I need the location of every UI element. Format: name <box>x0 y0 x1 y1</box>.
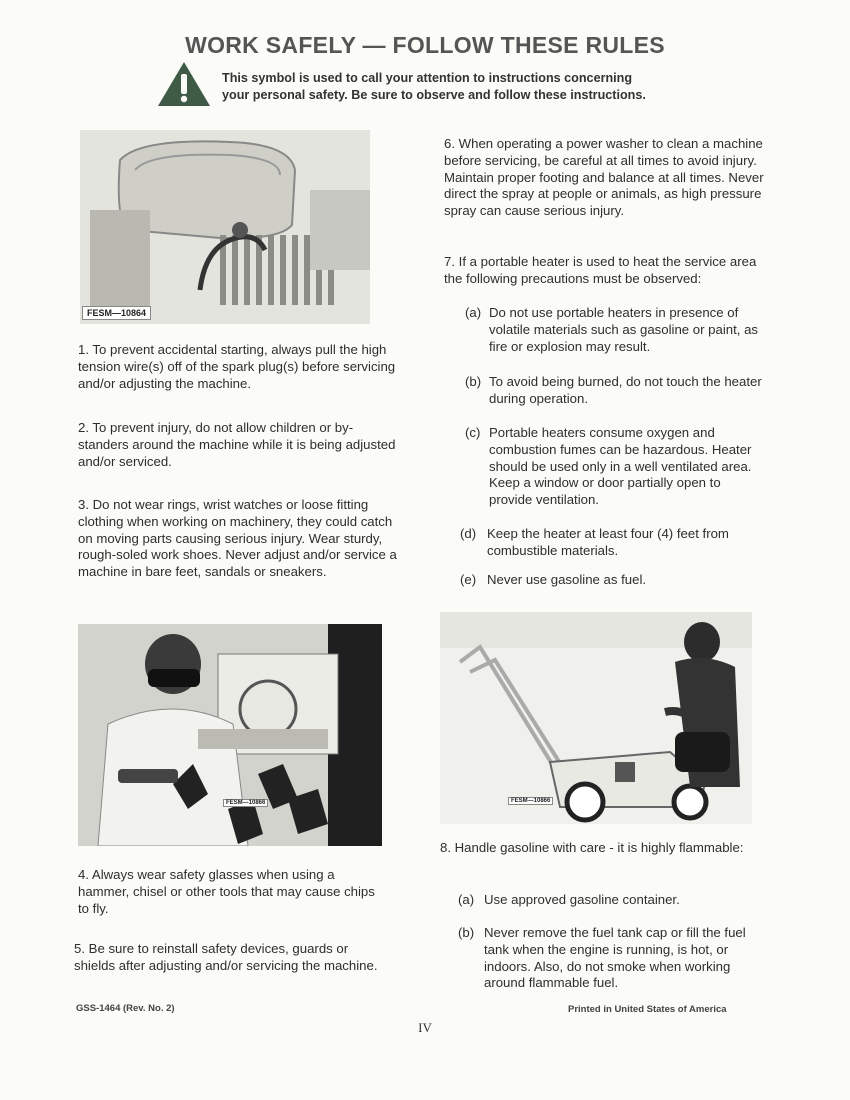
safety-glasses-worker-photo <box>78 624 382 846</box>
item-text: Never use gasoline as fuel. <box>487 572 647 587</box>
rule-1-text: 1. To prevent accidental starting, always pull the high tension wire(s) off of the spark plug(s) before servicing and/or adjusting the machine. <box>78 342 396 391</box>
rule-3-text: 3. Do not wear rings, wrist watches or loose fitting clothing when working on machinery, they could catch on moving parts causing serious injury. Wear sturdy, rough-soled work shoes. Never adjust and/or service a machine in bare feet, sandals or sneakers. <box>78 497 397 580</box>
item-label: (a) <box>465 305 482 320</box>
rule-7-text: 7. If a portable heater is used to heat the service area the following precautions must be observed: <box>444 254 757 286</box>
item-label: (d) <box>460 526 477 541</box>
rule-7d <box>460 526 765 560</box>
rule-7c <box>465 425 765 509</box>
fueling-lawnmower-photo <box>440 612 752 824</box>
item-text: Do not use portable heaters in presence of volatile materials such as gasoline or paint, as fire or explosion may result. <box>489 305 759 354</box>
page-title: WORK SAFELY — FOLLOW THESE RULES <box>185 32 665 58</box>
print-origin: Printed in United States of America <box>568 1004 727 1015</box>
rule-8a <box>458 892 763 909</box>
rule-7b <box>465 374 765 408</box>
figure-label: FESM—10864 <box>82 306 151 320</box>
item-text: To avoid being burned, do not touch the heater during operation. <box>489 374 762 406</box>
document-code: GSS-1464 (Rev. No. 2) <box>76 1003 175 1014</box>
item-text: Never remove the fuel tank cap or fill the fuel tank when the engine is running, is hot, or indoors. Also, do not smoke when working around flammable fuel. <box>484 925 746 991</box>
rule-6-text: 6. When operating a power washer to clean a machine before servicing, be careful at all times to avoid injury. Maintain proper footing and balance at all times. Never direct the spray at people or animals, as high pressure spray can cause serious injury. <box>444 136 764 219</box>
item-label: (b) <box>465 374 482 389</box>
figure-label: FESM—10866 <box>223 799 268 807</box>
rule-5-text: 5. Be sure to reinstall safety devices, guards or shields after adjusting and/or servicing the machine. <box>74 941 378 973</box>
rule-7a <box>465 305 765 355</box>
intro-line-1: This symbol is used to call your attention to instructions concerning <box>222 71 633 85</box>
page-number: IV <box>418 1020 432 1035</box>
rule-4-text: 4. Always wear safety glasses when using a hammer, chisel or other tools that may cause chips to fly. <box>78 867 375 916</box>
item-text: Portable heaters consume oxygen and combustion fumes can be hazardous. Heater should be used only in a well ventilated area. Keep a window or door partially open to provide ventilation. <box>489 425 752 508</box>
item-label: (e) <box>460 572 477 587</box>
safety-symbol-intro <box>222 70 692 104</box>
engine-spark-plug-photo <box>80 130 370 324</box>
rule-8-text: 8. Handle gasoline with care - it is highly flammable: <box>440 840 744 855</box>
rule-7e <box>460 572 765 589</box>
item-label: (b) <box>458 925 475 940</box>
item-text: Keep the heater at least four (4) feet from combustible materials. <box>487 526 729 558</box>
warning-triangle-icon <box>156 60 212 108</box>
item-label: (c) <box>465 425 481 440</box>
intro-line-2: your personal safety. Be sure to observe and follow these instructions. <box>222 88 646 102</box>
item-text: Use approved gasoline container. <box>484 892 680 907</box>
figure-label: FESM—10866 <box>508 797 553 805</box>
rule-2-text: 2. To prevent injury, do not allow children or by-standers around the machine while it is being adjusted and/or serviced. <box>78 420 396 469</box>
rule-8b <box>458 925 763 992</box>
item-label: (a) <box>458 892 475 907</box>
